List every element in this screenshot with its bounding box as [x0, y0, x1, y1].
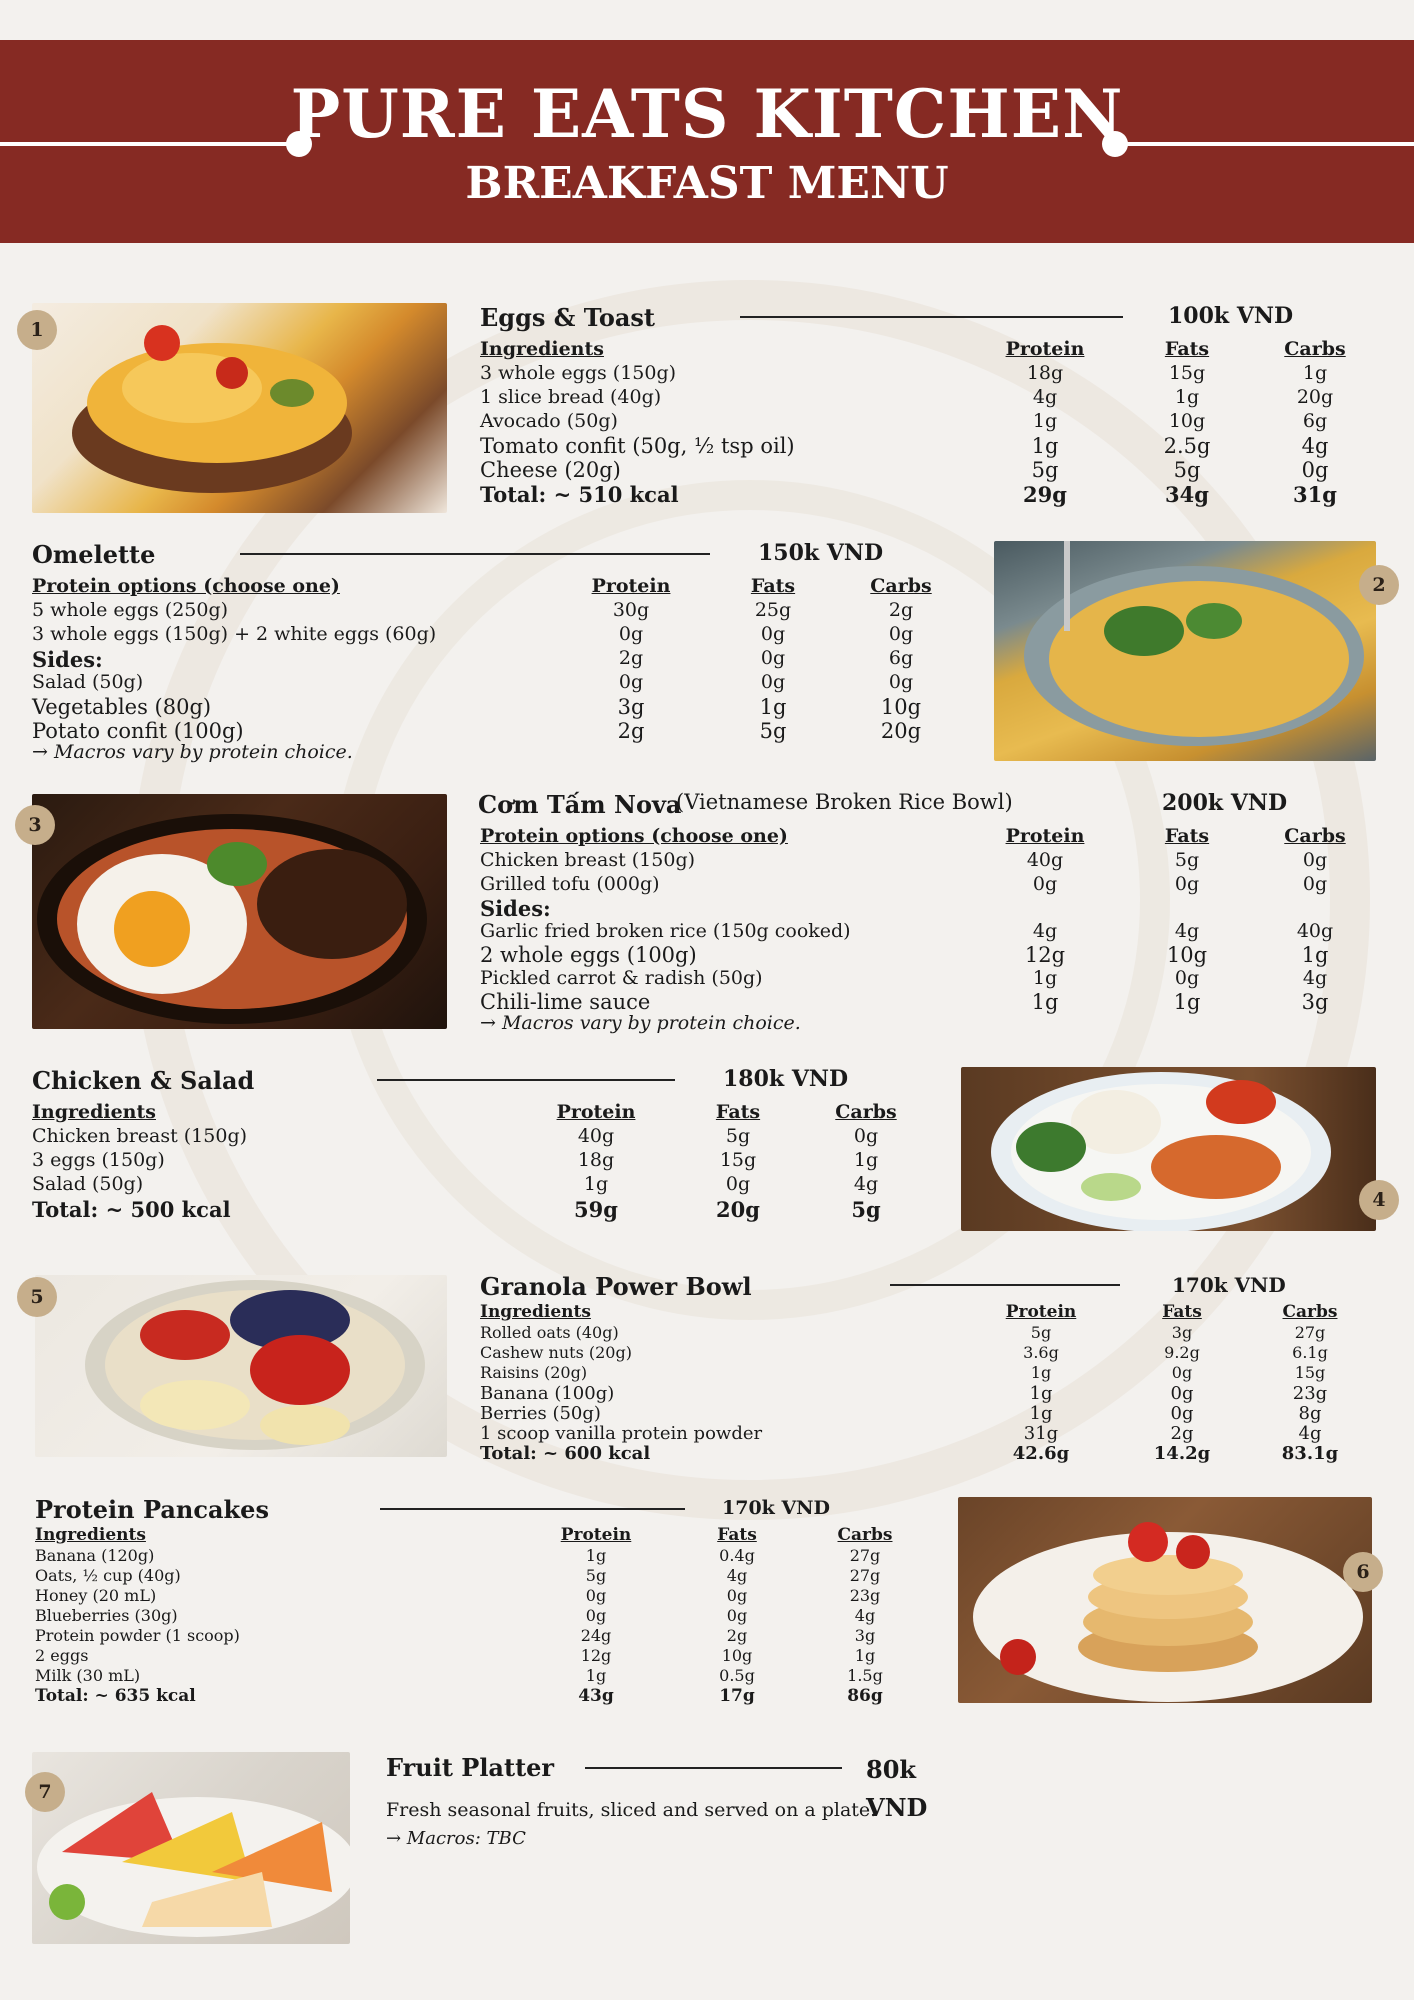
fats-value: 1g	[1173, 990, 1201, 1014]
fats-value: 0g	[725, 1173, 751, 1195]
eggs-toast-photo	[32, 303, 447, 513]
carbs-value: 0g	[1302, 872, 1328, 895]
price-leader-line	[740, 316, 1123, 318]
carbs-value: 5g	[851, 1197, 881, 1222]
ingredient-row: Blueberries (30g)	[35, 1606, 178, 1625]
protein-value: 40g	[1026, 849, 1064, 871]
fats-value: 1g	[1174, 386, 1200, 408]
fats-value: 0g	[1170, 1403, 1194, 1424]
fats-value: 15g	[1168, 362, 1206, 384]
protein-value: 5g	[1031, 458, 1059, 482]
carbs-value: 23g	[1292, 1383, 1328, 1404]
carbs-value: 27g	[1294, 1323, 1326, 1342]
protein-value: 42.6g	[1012, 1443, 1070, 1464]
fats-value: 2.5g	[1163, 434, 1211, 458]
ingredient-row: Cheese (20g)	[480, 458, 621, 482]
carbs-value: 1g	[854, 1646, 876, 1665]
carbs-value: 4g	[854, 1606, 876, 1625]
carbs-value: 20g	[880, 719, 922, 743]
protein-value: 0g	[618, 671, 644, 693]
total-row: Total: ~ 635 kcal	[35, 1686, 196, 1706]
total-row: Total: ~ 500 kcal	[32, 1197, 231, 1222]
ingredient-row: Rolled oats (40g)	[480, 1323, 619, 1342]
carbs-value: 86g	[847, 1686, 883, 1706]
carbs-value: 1g	[1301, 943, 1329, 967]
fats-value: 1g	[759, 695, 787, 719]
macro-note: → Macros vary by protein choice.	[480, 1011, 801, 1034]
carbs-value: 0g	[888, 671, 914, 693]
item-number-badge: 5	[17, 1277, 57, 1317]
item-price: 180k VND	[723, 1066, 849, 1092]
carbs-value: 40g	[1296, 919, 1334, 942]
side-row: 2 whole eggs (100g)	[480, 943, 697, 967]
col-header-protein: Protein	[1005, 825, 1085, 847]
section-label: Ingredients	[480, 338, 604, 360]
protein-value: 1g	[1029, 1403, 1053, 1424]
sides-label: Sides:	[32, 647, 103, 672]
carbs-value: 15g	[1294, 1363, 1326, 1382]
protein-value: 1g	[1030, 1363, 1052, 1382]
ingredient-row: 3 whole eggs (150g) + 2 white eggs (60g)	[32, 623, 437, 645]
ingredient-row: Protein powder (1 scoop)	[35, 1626, 240, 1645]
fats-value: 10g	[1166, 943, 1208, 967]
fats-value: 4g	[1174, 919, 1200, 942]
protein-value: 3.6g	[1023, 1343, 1059, 1362]
col-header-protein: Protein	[1005, 338, 1085, 360]
carbs-value: 8g	[1298, 1403, 1322, 1424]
col-header-carbs: Carbs	[1282, 1302, 1338, 1322]
item-price: 150k VND	[758, 540, 884, 566]
protein-value: 4g	[1032, 919, 1058, 942]
protein-value: 18g	[577, 1149, 615, 1171]
protein-value: 5g	[1030, 1323, 1052, 1342]
protein-value: 31g	[1023, 1423, 1059, 1444]
protein-value: 2g	[617, 719, 645, 743]
item-name: Omelette	[32, 540, 156, 569]
side-row: Chili-lime sauce	[480, 990, 651, 1014]
carbs-value: 27g	[849, 1566, 881, 1585]
fats-value: 0g	[726, 1606, 748, 1625]
fats-value: 0g	[1171, 1363, 1193, 1382]
fats-value: 4g	[726, 1566, 748, 1585]
fats-value: 2g	[1170, 1423, 1194, 1444]
total-row: Total: ~ 600 kcal	[480, 1443, 651, 1464]
item-number-badge: 4	[1359, 1180, 1399, 1220]
fats-value: 9.2g	[1164, 1343, 1200, 1362]
protein-value: 2g	[618, 647, 644, 669]
carbs-value: 4g	[1301, 434, 1329, 458]
price-leader-line	[240, 553, 710, 555]
protein-pancakes-photo	[958, 1497, 1372, 1703]
col-header-carbs: Carbs	[870, 575, 932, 597]
ingredient-row: Cashew nuts (20g)	[480, 1343, 632, 1362]
protein-value: 12g	[580, 1646, 612, 1665]
fats-value: 14.2g	[1153, 1443, 1211, 1464]
carbs-value: 6g	[888, 647, 914, 669]
fats-value: 5g	[759, 719, 787, 743]
protein-value: 29g	[1023, 482, 1067, 507]
ingredient-row: Avocado (50g)	[480, 410, 618, 432]
carbs-value: 0g	[888, 623, 914, 645]
carbs-value: 1g	[1302, 362, 1328, 384]
fats-value: 10g	[721, 1646, 753, 1665]
fats-value: 5g	[1173, 458, 1201, 482]
item-name: Protein Pancakes	[35, 1495, 269, 1524]
item-subtitle: (Vietnamese Broken Rice Bowl)	[676, 790, 1013, 814]
item-price: 100k VND	[1168, 303, 1294, 329]
fats-value: 0.5g	[719, 1666, 755, 1685]
section-label: Ingredients	[32, 1101, 156, 1123]
total-row: Total: ~ 510 kcal	[480, 482, 679, 507]
fats-value: 0g	[1170, 1383, 1194, 1404]
carbs-value: 27g	[849, 1546, 881, 1565]
item-name: Fruit Platter	[386, 1753, 555, 1782]
carbs-value: 23g	[849, 1586, 881, 1605]
fats-value: 3g	[1171, 1323, 1193, 1342]
section-label: Ingredients	[35, 1525, 146, 1545]
protein-value: 1g	[1032, 966, 1058, 989]
protein-value: 40g	[577, 1125, 615, 1147]
col-header-carbs: Carbs	[835, 1101, 897, 1123]
item-number-badge: 6	[1343, 1552, 1383, 1592]
item-name: Granola Power Bowl	[480, 1272, 752, 1301]
protein-value: 30g	[612, 599, 650, 621]
col-header-protein: Protein	[591, 575, 671, 597]
carbs-value: 4g	[853, 1173, 879, 1195]
protein-value: 1g	[1031, 434, 1059, 458]
carbs-value: 6.1g	[1292, 1343, 1328, 1362]
side-row: Garlic fried broken rice (150g cooked)	[480, 919, 851, 942]
item-name: Eggs & Toast	[480, 303, 656, 332]
item-number-badge: 1	[17, 310, 57, 350]
ingredient-row: Honey (20 mL)	[35, 1586, 157, 1605]
protein-value: 1g	[1029, 1383, 1053, 1404]
macro-note: → Macros: TBC	[386, 1828, 526, 1849]
carbs-value: 1.5g	[847, 1666, 883, 1685]
protein-value: 43g	[578, 1686, 614, 1706]
ingredient-row: 1 scoop vanilla protein powder	[480, 1423, 763, 1444]
ingredient-row: 3 eggs (150g)	[32, 1149, 165, 1171]
item-price: 80k	[866, 1755, 917, 1784]
item-price: 170k VND	[1172, 1273, 1286, 1297]
fats-value: 5g	[725, 1125, 751, 1147]
carbs-value: 2g	[888, 599, 914, 621]
fats-value: 0g	[760, 647, 786, 669]
protein-value: 1g	[1031, 990, 1059, 1014]
ingredient-row: 3 whole eggs (150g)	[480, 362, 677, 384]
col-header-fats: Fats	[1164, 825, 1210, 847]
ingredient-row: Tomato confit (50g, ½ tsp oil)	[480, 434, 795, 458]
fats-value: 0g	[726, 1586, 748, 1605]
ingredient-row: Oats, ½ cup (40g)	[35, 1566, 181, 1585]
granola-bowl-photo	[35, 1275, 447, 1457]
protein-value: 1g	[585, 1666, 607, 1685]
fats-value: 10g	[1168, 410, 1206, 432]
carbs-value: 0g	[1302, 849, 1328, 871]
ingredient-row: 2 eggs	[35, 1646, 89, 1665]
item-number-badge: 2	[1359, 565, 1399, 605]
price-leader-line	[890, 1284, 1120, 1286]
protein-value: 0g	[618, 623, 644, 645]
protein-value: 3g	[617, 695, 645, 719]
fats-value: 17g	[719, 1686, 755, 1706]
item-name: Cơm Tấm Nova	[478, 790, 682, 819]
col-header-carbs: Carbs	[1284, 338, 1346, 360]
fats-value: 20g	[716, 1197, 760, 1222]
carbs-value: 3g	[1301, 990, 1329, 1014]
side-row: Vegetables (80g)	[32, 695, 212, 719]
fats-value: 34g	[1165, 482, 1209, 507]
col-header-protein: Protein	[1005, 1302, 1077, 1322]
fats-value: 0g	[760, 623, 786, 645]
ingredient-row: 5 whole eggs (250g)	[32, 599, 229, 621]
side-row: Pickled carrot & radish (50g)	[480, 966, 763, 989]
section-label: Protein options (choose one)	[32, 575, 340, 597]
macro-note: → Macros vary by protein choice.	[32, 741, 353, 763]
com-tam-photo	[32, 794, 447, 1029]
menu-subtitle: BREAKFAST MENU	[465, 158, 949, 209]
carbs-value: 83.1g	[1281, 1443, 1339, 1464]
item-number-badge: 7	[25, 1772, 65, 1812]
item-price: 200k VND	[1162, 790, 1288, 816]
carbs-value: 0g	[1301, 458, 1329, 482]
carbs-value: 10g	[880, 695, 922, 719]
carbs-value: 0g	[853, 1125, 879, 1147]
fats-value: 15g	[719, 1149, 757, 1171]
col-header-fats: Fats	[1164, 338, 1210, 360]
chicken-salad-photo	[961, 1067, 1376, 1231]
price-leader-line	[377, 1079, 675, 1081]
carbs-value: 31g	[1293, 482, 1337, 507]
col-header-protein: Protein	[560, 1525, 632, 1545]
ingredient-row: Grilled tofu (000g)	[480, 872, 660, 895]
col-header-fats: Fats	[750, 575, 796, 597]
ingredient-row: Raisins (20g)	[480, 1363, 588, 1382]
protein-value: 1g	[1032, 410, 1058, 432]
protein-value: 4g	[1032, 386, 1058, 408]
protein-value: 5g	[585, 1566, 607, 1585]
carbs-value: 6g	[1302, 410, 1328, 432]
col-header-fats: Fats	[717, 1525, 757, 1545]
side-row: Salad (50g)	[32, 671, 144, 693]
protein-value: 0g	[585, 1586, 607, 1605]
fats-value: 0g	[760, 671, 786, 693]
ingredient-row: Berries (50g)	[480, 1403, 601, 1424]
fats-value: 0.4g	[719, 1546, 755, 1565]
protein-value: 0g	[585, 1606, 607, 1625]
omelette-photo	[994, 541, 1376, 761]
carbs-value: 1g	[853, 1149, 879, 1171]
ingredient-row: Banana (120g)	[35, 1546, 155, 1565]
ingredient-row: Banana (100g)	[480, 1383, 615, 1404]
fats-value: 25g	[754, 599, 792, 621]
item-number-badge: 3	[15, 805, 55, 845]
protein-value: 1g	[583, 1173, 609, 1195]
section-label: Ingredients	[480, 1302, 591, 1322]
fats-value: 2g	[726, 1626, 748, 1645]
carbs-value: 4g	[1302, 966, 1328, 989]
ingredient-row: Chicken breast (150g)	[480, 849, 696, 871]
carbs-value: 3g	[854, 1626, 876, 1645]
price-leader-line	[380, 1508, 685, 1510]
protein-value: 59g	[574, 1197, 618, 1222]
fats-value: 0g	[1174, 966, 1200, 989]
item-description: Fresh seasonal fruits, sliced and served on a plate.	[386, 1799, 877, 1821]
protein-value: 18g	[1026, 362, 1064, 384]
col-header-fats: Fats	[715, 1101, 761, 1123]
brand-title: PURE EATS KITCHEN	[290, 75, 1124, 153]
col-header-protein: Protein	[556, 1101, 636, 1123]
item-price-currency: VND	[866, 1793, 928, 1822]
carbs-value: 20g	[1296, 386, 1334, 408]
item-price: 170k VND	[722, 1497, 831, 1519]
protein-value: 12g	[1024, 943, 1066, 967]
carbs-value: 4g	[1298, 1423, 1322, 1444]
col-header-carbs: Carbs	[1284, 825, 1346, 847]
protein-value: 1g	[585, 1546, 607, 1565]
section-label: Protein options (choose one)	[480, 825, 788, 847]
price-leader-line	[585, 1767, 842, 1769]
col-header-fats: Fats	[1162, 1302, 1202, 1322]
menu-header	[0, 40, 1414, 243]
ingredient-row: Salad (50g)	[32, 1173, 144, 1195]
col-header-carbs: Carbs	[837, 1525, 893, 1545]
fats-value: 0g	[1174, 872, 1200, 895]
protein-value: 24g	[580, 1626, 612, 1645]
sides-label: Sides:	[480, 896, 551, 921]
protein-value: 0g	[1032, 872, 1058, 895]
side-row: Potato confit (100g)	[32, 719, 244, 743]
ingredient-row: Chicken breast (150g)	[32, 1125, 248, 1147]
ingredient-row: 1 slice bread (40g)	[480, 386, 662, 408]
fats-value: 5g	[1174, 849, 1200, 871]
fruit-platter-photo	[32, 1752, 350, 1944]
item-name: Chicken & Salad	[32, 1066, 255, 1095]
ingredient-row: Milk (30 mL)	[35, 1666, 141, 1685]
